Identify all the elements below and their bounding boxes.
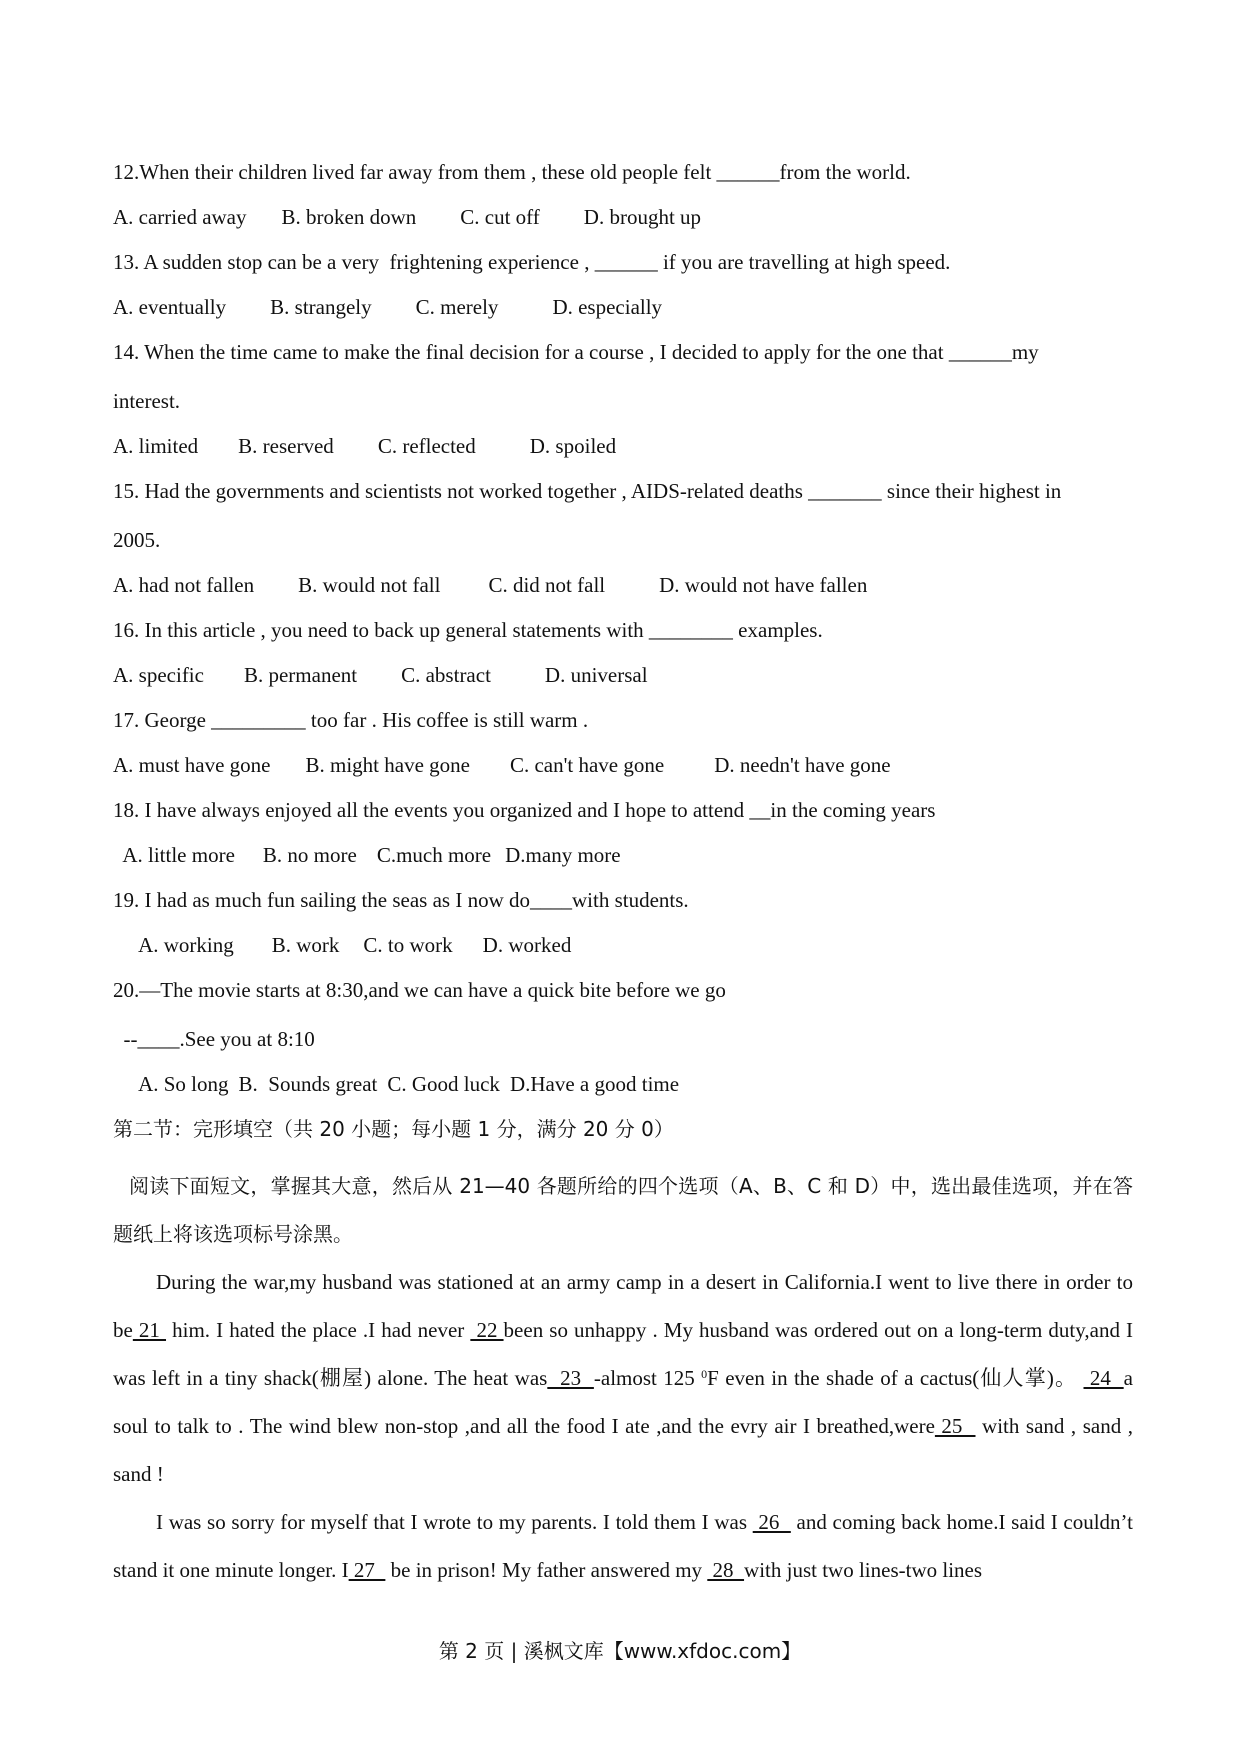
passage-paragraph — [113, 1498, 1133, 1594]
answer-option[interactable]: C. can't have gone — [509, 753, 665, 777]
option-row — [113, 663, 1133, 708]
passage-paragraph — [113, 1258, 1133, 1498]
passage-text: a soul to talk to . The wind blew non-stop ,and all the food I ate ,and the evry air I breathed,were — [113, 1366, 1133, 1438]
passage-text: be in prison! My father answered my — [385, 1558, 708, 1582]
passage-text: F even in the shade of a cactus(仙人掌)。 — [707, 1366, 1084, 1390]
blank-28: 28 — [707, 1558, 745, 1582]
question-block — [113, 888, 1133, 978]
question-block — [113, 978, 1133, 1117]
question-stem: 2005. — [113, 528, 161, 552]
question-stem: 18. I have always enjoyed all the events you organized and I hope to attend __in the coming years — [113, 798, 936, 822]
degree-superscript: 0 — [701, 1367, 708, 1381]
passage-text: him. I hated the place .I had never — [166, 1318, 471, 1342]
answer-option[interactable]: C. cut off — [460, 205, 540, 229]
answer-option[interactable]: D. especially — [552, 295, 663, 319]
question-block — [113, 798, 1133, 888]
section-instruction: 阅读下面短文，掌握其大意，然后从 21—40 各题所给的四个选项（A、B、C 和 D）中，选出最佳选项，并在答题纸上将该选项标号涂黑。 — [113, 1174, 1133, 1246]
answer-option[interactable]: D. worked — [482, 933, 572, 957]
blank-24: 24 — [1083, 1366, 1124, 1390]
page-footer — [0, 1635, 1240, 1664]
option-row — [113, 434, 1133, 479]
answer-option[interactable]: B. strangely — [270, 295, 372, 319]
option-row — [113, 573, 1133, 618]
option-row — [113, 1072, 1133, 1117]
option-row — [113, 753, 1133, 798]
answer-option[interactable]: A. eventually — [113, 295, 227, 319]
passage-text: I was so sorry for myself that I wrote to my parents. I told them I was — [156, 1510, 753, 1534]
answer-option[interactable]: C. Good luck — [387, 1072, 500, 1096]
question-stem: 20.—The movie starts at 8:30,and we can have a quick bite before we go — [113, 978, 726, 1002]
question-block — [113, 708, 1133, 798]
answer-option[interactable]: C. to work — [363, 933, 453, 957]
answer-option[interactable]: B. might have gone — [305, 753, 470, 777]
question-stem: 17. George _________ too far . His coffee is still warm . — [113, 708, 589, 732]
answer-option[interactable]: C. merely — [415, 295, 499, 319]
blank-21: 21 — [132, 1318, 167, 1342]
answer-option[interactable]: C. abstract — [401, 663, 491, 687]
answer-option[interactable]: B. no more — [262, 843, 357, 867]
blank-22: 22 — [470, 1318, 504, 1342]
answer-option[interactable]: D. brought up — [583, 205, 702, 229]
answer-option[interactable]: A. had not fallen — [113, 573, 255, 597]
section-heading: 第二节：完形填空（共 20 小题；每小题 1 分，满分 20 分 0） — [113, 1117, 674, 1141]
answer-option[interactable]: A. So long — [113, 1072, 229, 1096]
question-stem: 15. Had the governments and scientists not worked together , AIDS-related deaths _______ since their highest in — [113, 479, 1062, 503]
question-block — [113, 250, 1133, 340]
answer-option[interactable]: C. did not fall — [488, 573, 606, 597]
answer-option[interactable]: A. limited — [113, 434, 199, 458]
question-stem: 14. When the time came to make the final decision for a course , I decided to apply for the one that ______my — [113, 340, 1039, 364]
option-row — [113, 843, 1133, 888]
question-block — [113, 160, 1133, 250]
blank-23: 23 — [547, 1366, 594, 1390]
passage-text: with sand , sand , sand ! — [113, 1414, 1133, 1486]
question-block — [113, 479, 1133, 618]
passage-text: been so unhappy . My husband was ordered out on a long-term duty,and I was left in a tiny shack(棚屋) alone. The heat was — [113, 1318, 1134, 1390]
answer-option[interactable]: B. reserved — [238, 434, 334, 458]
answer-option[interactable]: D.Have a good time — [509, 1072, 680, 1096]
question-block — [113, 340, 1133, 479]
question-stem: interest. — [113, 389, 181, 413]
question-stem: 19. I had as much fun sailing the seas as I now do____with students. — [113, 888, 689, 912]
answer-option[interactable]: C. reflected — [377, 434, 476, 458]
question-list — [113, 160, 1133, 1117]
question-stem: --____.See you at 8:10 — [113, 1027, 315, 1051]
answer-option[interactable]: D. needn't have gone — [714, 753, 891, 777]
blank-26: 26 — [752, 1510, 791, 1534]
answer-option[interactable]: D. would not have fallen — [659, 573, 868, 597]
page-content — [113, 160, 1133, 1594]
passage-text: During the war,my husband was stationed at an army camp in a desert in California.I went to live there in order to be — [113, 1270, 1133, 1342]
option-row — [113, 933, 1133, 978]
blank-27: 27 — [348, 1558, 386, 1582]
question-stem: 12.When their children lived far away from them , these old people felt ______from the world. — [113, 160, 911, 184]
answer-option[interactable]: A. working — [113, 933, 234, 957]
answer-option[interactable]: D.many more — [505, 843, 621, 867]
passage-text: -almost 125 — [593, 1366, 702, 1390]
passage-text: and coming back home.I said I couldn’t stand it one minute longer. I — [113, 1510, 1133, 1582]
answer-option[interactable]: B. permanent — [243, 663, 358, 687]
answer-option[interactable]: B. broken down — [281, 205, 417, 229]
answer-option[interactable]: D. spoiled — [529, 434, 617, 458]
passage-text: with just two lines-two lines — [744, 1558, 983, 1582]
question-block — [113, 618, 1133, 708]
answer-option[interactable]: B. would not fall — [298, 573, 441, 597]
answer-option[interactable]: A. must have gone — [113, 753, 271, 777]
footer-text: 第 2 页 | 溪枫文库【www.xfdoc.com】 — [438, 1639, 802, 1663]
question-stem: 13. A sudden stop can be a very frightening experience , ______ if you are travelling at high speed. — [113, 250, 951, 274]
answer-option[interactable]: D. universal — [544, 663, 648, 687]
question-stem: 16. In this article , you need to back up general statements with ________ examples. — [113, 618, 823, 642]
answer-option[interactable]: A. little more — [113, 843, 235, 867]
answer-option[interactable]: A. carried away — [113, 205, 247, 229]
answer-option[interactable]: C.much more — [376, 843, 492, 867]
answer-option[interactable]: B. work — [271, 933, 340, 957]
option-row — [113, 205, 1133, 250]
blank-25: 25 — [934, 1414, 976, 1438]
answer-option[interactable]: B. Sounds great — [238, 1072, 378, 1096]
option-row — [113, 295, 1133, 340]
answer-option[interactable]: A. specific — [113, 663, 204, 687]
